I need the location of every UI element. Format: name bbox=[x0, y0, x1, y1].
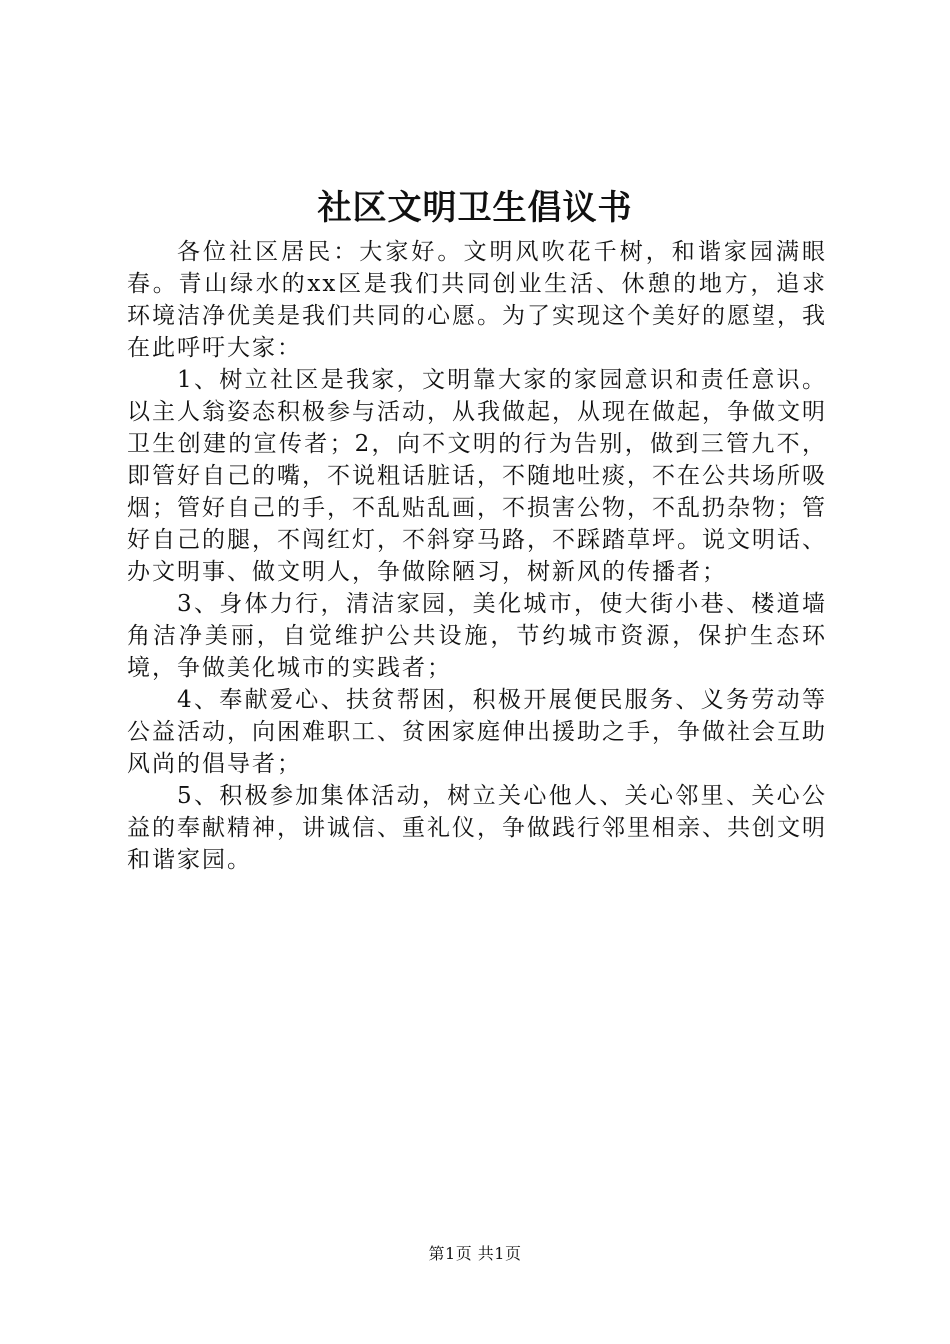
paragraph-item-4: 4、奉献爱心、扶贫帮困，积极开展便民服务、义务劳动等公益活动，向困难职工、贫困家庭伸出援助之手，争做社会互助风尚的倡导者； bbox=[127, 687, 827, 777]
paragraph-item-3: 3、身体力行，清洁家园，美化城市，使大街小巷、楼道墙角洁净美丽，自觉维护公共设施，节约城市资源，保护生态环境，争做美化城市的实践者； bbox=[127, 591, 827, 681]
paragraph-greeting: 各位社区居民：大家好。文明风吹花千树，和谐家园满眼春。青山绿水的xx区是我们共同创业生活、休憩的地方，追求环境洁净优美是我们共同的心愿。为了实现这个美好的愿望，我在此呼吁大家： bbox=[127, 239, 827, 361]
document-body bbox=[127, 236, 827, 876]
page-title: 社区文明卫生倡议书 bbox=[317, 188, 633, 228]
page-number-footer: 第1页 共1页 bbox=[428, 1244, 522, 1263]
paragraph-item-1-2: 1、树立社区是我家，文明靠大家的家园意识和责任意识。以主人翁姿态积极参与活动，从我做起，从现在做起，争做文明卫生创建的宣传者；2，向不文明的行为告别，做到三管九不，即管好自己的嘴，不说粗话脏话，不随地吐痰，不在公共场所吸烟；管好自己的手，不乱贴乱画，不损害公物，不乱扔杂物；管好自己的腿，不闯红灯，不斜穿马路，不踩踏草坪。说文明话、办文明事、做文明人，争做除陋习，树新风的传播者； bbox=[127, 367, 827, 585]
paragraph-item-5: 5、积极参加集体活动，树立关心他人、关心邻里、关心公益的奉献精神，讲诚信、重礼仪，争做践行邻里相亲、共创文明和谐家园。 bbox=[127, 783, 827, 873]
